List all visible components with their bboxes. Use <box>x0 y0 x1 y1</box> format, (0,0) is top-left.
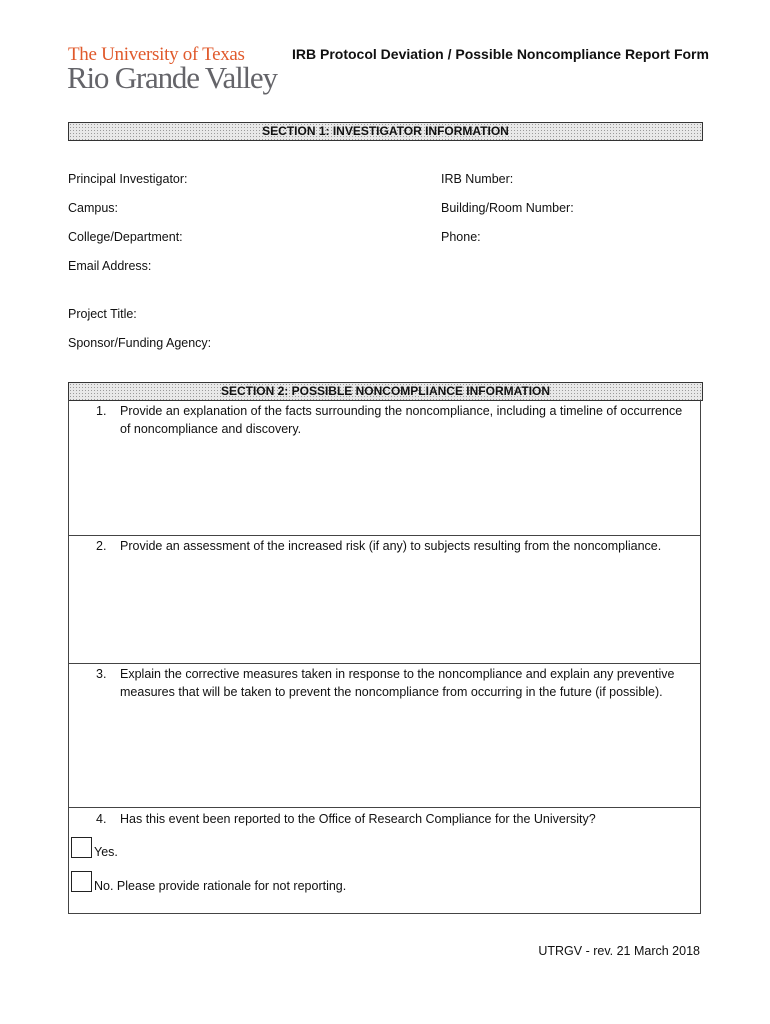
question-number: 2. <box>96 539 107 553</box>
no-checkbox[interactable] <box>71 871 92 892</box>
question-number: 3. <box>96 667 107 681</box>
question1 <box>96 402 686 438</box>
yes-checkbox[interactable] <box>71 837 92 858</box>
building-room-label: Building/Room Number: <box>441 201 574 215</box>
question-number: 1. <box>96 404 107 418</box>
project-title-label: Project Title: <box>68 307 137 321</box>
section1-header: SECTION 1: INVESTIGATOR INFORMATION <box>68 122 703 141</box>
yes-label: Yes. <box>94 845 118 859</box>
question-text: Explain the corrective measures taken in response to the noncompliance and explain any preventive measures that will be taken to prevent the noncompliance from occurring in the future (if possible). <box>120 667 675 699</box>
question4 <box>96 810 686 828</box>
campus-label: Campus: <box>68 201 119 215</box>
question-text: Has this event been reported to the Office of Research Compliance for the University? <box>120 812 596 826</box>
question-text: Provide an assessment of the increased risk (if any) to subjects resulting from the noncompliance. <box>120 539 662 553</box>
university-logo-line1: The University of Texas <box>68 44 245 65</box>
section2-header: SECTION 2: POSSIBLE NONCOMPLIANCE INFORMATION <box>68 382 703 401</box>
principal-investigator-label: Principal Investigator: <box>68 172 188 186</box>
question3 <box>96 665 686 701</box>
college-department-label: College/Department: <box>68 230 183 244</box>
no-label: No. Please provide rationale for not reporting. <box>94 879 347 893</box>
irb-number-label: IRB Number: <box>441 172 514 186</box>
university-logo-line2: Rio Grande Valley <box>67 60 277 95</box>
question2 <box>96 537 686 555</box>
email-label: Email Address: <box>68 259 152 273</box>
form-title: IRB Protocol Deviation / Possible Noncompliance Report Form <box>292 46 709 62</box>
question-number: 4. <box>96 812 107 826</box>
revision-footer: UTRGV - rev. 21 March 2018 <box>538 944 700 958</box>
question2-box[interactable] <box>68 536 701 664</box>
phone-label: Phone: <box>441 230 481 244</box>
question-text: Provide an explanation of the facts surrounding the noncompliance, including a timeline of occurrence of noncompliance and discovery. <box>120 404 683 436</box>
sponsor-label: Sponsor/Funding Agency: <box>68 336 212 350</box>
